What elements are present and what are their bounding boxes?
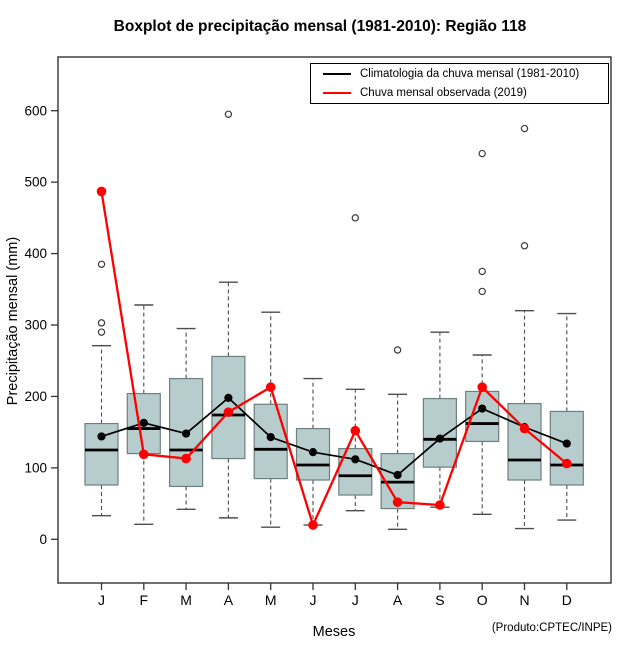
observed-point	[309, 521, 318, 530]
month-tick-label: D	[561, 592, 572, 608]
observed-point	[520, 424, 529, 433]
y-tick-label: 0	[39, 531, 47, 547]
outlier-point	[479, 150, 485, 156]
y-tick-label: 500	[24, 174, 47, 190]
footnote: (Produto:CPTEC/INPE)	[491, 622, 612, 634]
outlier-point	[479, 288, 485, 294]
climatology-point	[352, 456, 359, 463]
y-tick-label: 300	[24, 317, 47, 333]
outlier-point	[521, 243, 527, 249]
outlier-point	[98, 261, 104, 267]
outlier-point	[521, 125, 527, 131]
legend-row-climatology	[311, 66, 608, 82]
boxplot-box	[550, 411, 583, 485]
y-tick-label: 100	[24, 460, 47, 476]
observed-point	[563, 459, 572, 468]
outlier-point	[98, 320, 104, 326]
climatology-point	[563, 440, 570, 447]
month-tick-label: A	[392, 592, 403, 608]
month-tick-label: F	[139, 592, 149, 608]
outlier-point	[98, 329, 104, 335]
observed-point	[393, 498, 402, 507]
month-tick-label: M	[180, 592, 192, 608]
climatology-point	[267, 434, 274, 441]
y-axis-label: Precipitação mensal (mm)	[5, 236, 21, 406]
outlier-point	[395, 347, 401, 353]
legend-label-observed: Chuva mensal observada (2019)	[360, 87, 527, 99]
x-axis-label: Meses	[312, 624, 356, 640]
month-tick-label: S	[435, 592, 445, 608]
outlier-point	[225, 111, 231, 117]
legend-label-climatology: Climatologia da chuva mensal (1981-2010)	[360, 68, 580, 80]
observed-point	[478, 383, 487, 392]
plot-border	[58, 57, 611, 583]
observed-line-swatch	[323, 92, 351, 94]
observed-point	[182, 454, 191, 463]
legend	[310, 63, 609, 104]
climatology-point	[436, 435, 443, 442]
climatology-point	[98, 433, 105, 440]
outlier-point	[352, 215, 358, 221]
month-tick-label: O	[476, 592, 488, 608]
observed-point	[266, 383, 275, 392]
month-tick-label: J	[309, 592, 317, 608]
climatology-point	[225, 394, 232, 401]
climatology-point	[183, 430, 190, 437]
climatology-point	[140, 419, 147, 426]
observed-point	[224, 408, 233, 417]
observed-point	[140, 450, 149, 459]
observed-point	[436, 501, 445, 510]
month-tick-label: N	[519, 592, 530, 608]
month-tick-label: M	[264, 592, 277, 608]
month-tick-label: J	[351, 592, 359, 608]
chart-title: Boxplot de precipitação mensal (1981-2010): Região 118	[113, 18, 527, 35]
outlier-point	[479, 268, 485, 274]
boxplot-box	[423, 399, 456, 468]
y-tick-label: 200	[24, 389, 47, 405]
observed-point	[97, 187, 106, 196]
climatology-point	[394, 471, 401, 478]
boxplot-box	[508, 404, 541, 480]
climatology-point	[479, 405, 486, 412]
month-tick-label: A	[223, 592, 234, 608]
climatology-line-swatch	[323, 73, 351, 75]
y-tick-label: 600	[24, 103, 47, 119]
observed-point	[351, 426, 360, 435]
climatology-point	[309, 449, 316, 456]
y-tick-label: 400	[24, 246, 47, 262]
month-tick-label: J	[98, 592, 105, 608]
legend-row-observed	[311, 85, 608, 101]
